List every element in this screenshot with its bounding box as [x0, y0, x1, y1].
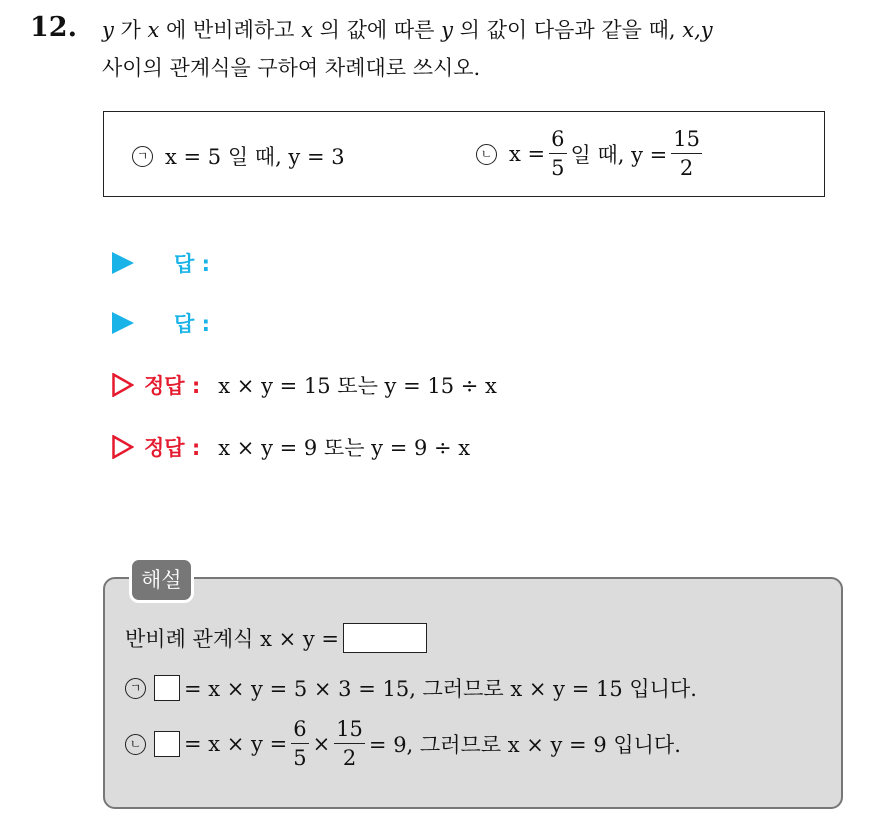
circled-marker-a: ㄱ [125, 678, 146, 699]
explanation-box [103, 577, 843, 809]
condition-a [132, 141, 345, 171]
blank-square [154, 675, 180, 701]
blank-box [343, 623, 427, 653]
answer-row-1 [112, 248, 210, 278]
fraction-6-5: $\frac{6}{5}$ [293, 717, 307, 770]
correct-answer-text: x × y = 9 또는 y = 9 ÷ x [218, 436, 471, 460]
circled-marker-b: ㄴ [476, 144, 497, 165]
question-number: 12. [30, 12, 77, 43]
fraction-15-2: $\frac{15}{2}$ [673, 127, 700, 180]
circled-marker-b: ㄴ [125, 734, 146, 755]
answer-label: 답 : [174, 252, 210, 276]
answer-row-2 [112, 308, 210, 338]
fraction-15-2: $\frac{15}{2}$ [336, 717, 363, 770]
correct-answer-row-1 [112, 370, 497, 400]
question-text-line1: y 가 x 에 반비례하고 x 의 값에 따른 y 의 값이 다음과 같을 때, x,y [102, 18, 713, 42]
answer-label: 답 : [174, 312, 210, 336]
correct-answer-row-2 [112, 432, 470, 462]
explanation-line-1: 반비례 관계식 x × y = [125, 623, 427, 653]
explanation-line-3: ㄴ = x × y = $\frac{6}{5}$ × $\frac{15}{2}$ = 9, 그러므로 x × y = 9 입니다. [125, 719, 681, 769]
explanation-line-2: ㄱ = x × y = 5 × 3 = 15, 그러므로 x × y = 15 입니다. [125, 673, 697, 703]
condition-a-text: x = 5 일 때, y = 3 [165, 145, 345, 169]
circled-marker-a: ㄱ [132, 146, 153, 167]
play-arrow-icon [112, 312, 134, 334]
outline-arrow-icon [112, 435, 134, 459]
blank-square [154, 731, 180, 757]
explanation-tab: 해설 [129, 557, 194, 603]
correct-answer-label: 정답 : [144, 374, 201, 398]
correct-answer-label: 정답 : [144, 436, 201, 460]
conditions-box [103, 111, 825, 197]
fraction-6-5: $\frac{6}{5}$ [551, 127, 565, 180]
condition-b: ㄴ x = $\frac{6}{5}$ 일 때, y = $\frac{15}{2}$ [476, 129, 706, 179]
outline-arrow-icon [112, 373, 134, 397]
correct-answer-text: x × y = 15 또는 y = 15 ÷ x [218, 374, 497, 398]
play-arrow-icon [112, 252, 134, 274]
question-text-line2: 사이의 관계식을 구하여 차례대로 쓰시오. [102, 56, 481, 80]
